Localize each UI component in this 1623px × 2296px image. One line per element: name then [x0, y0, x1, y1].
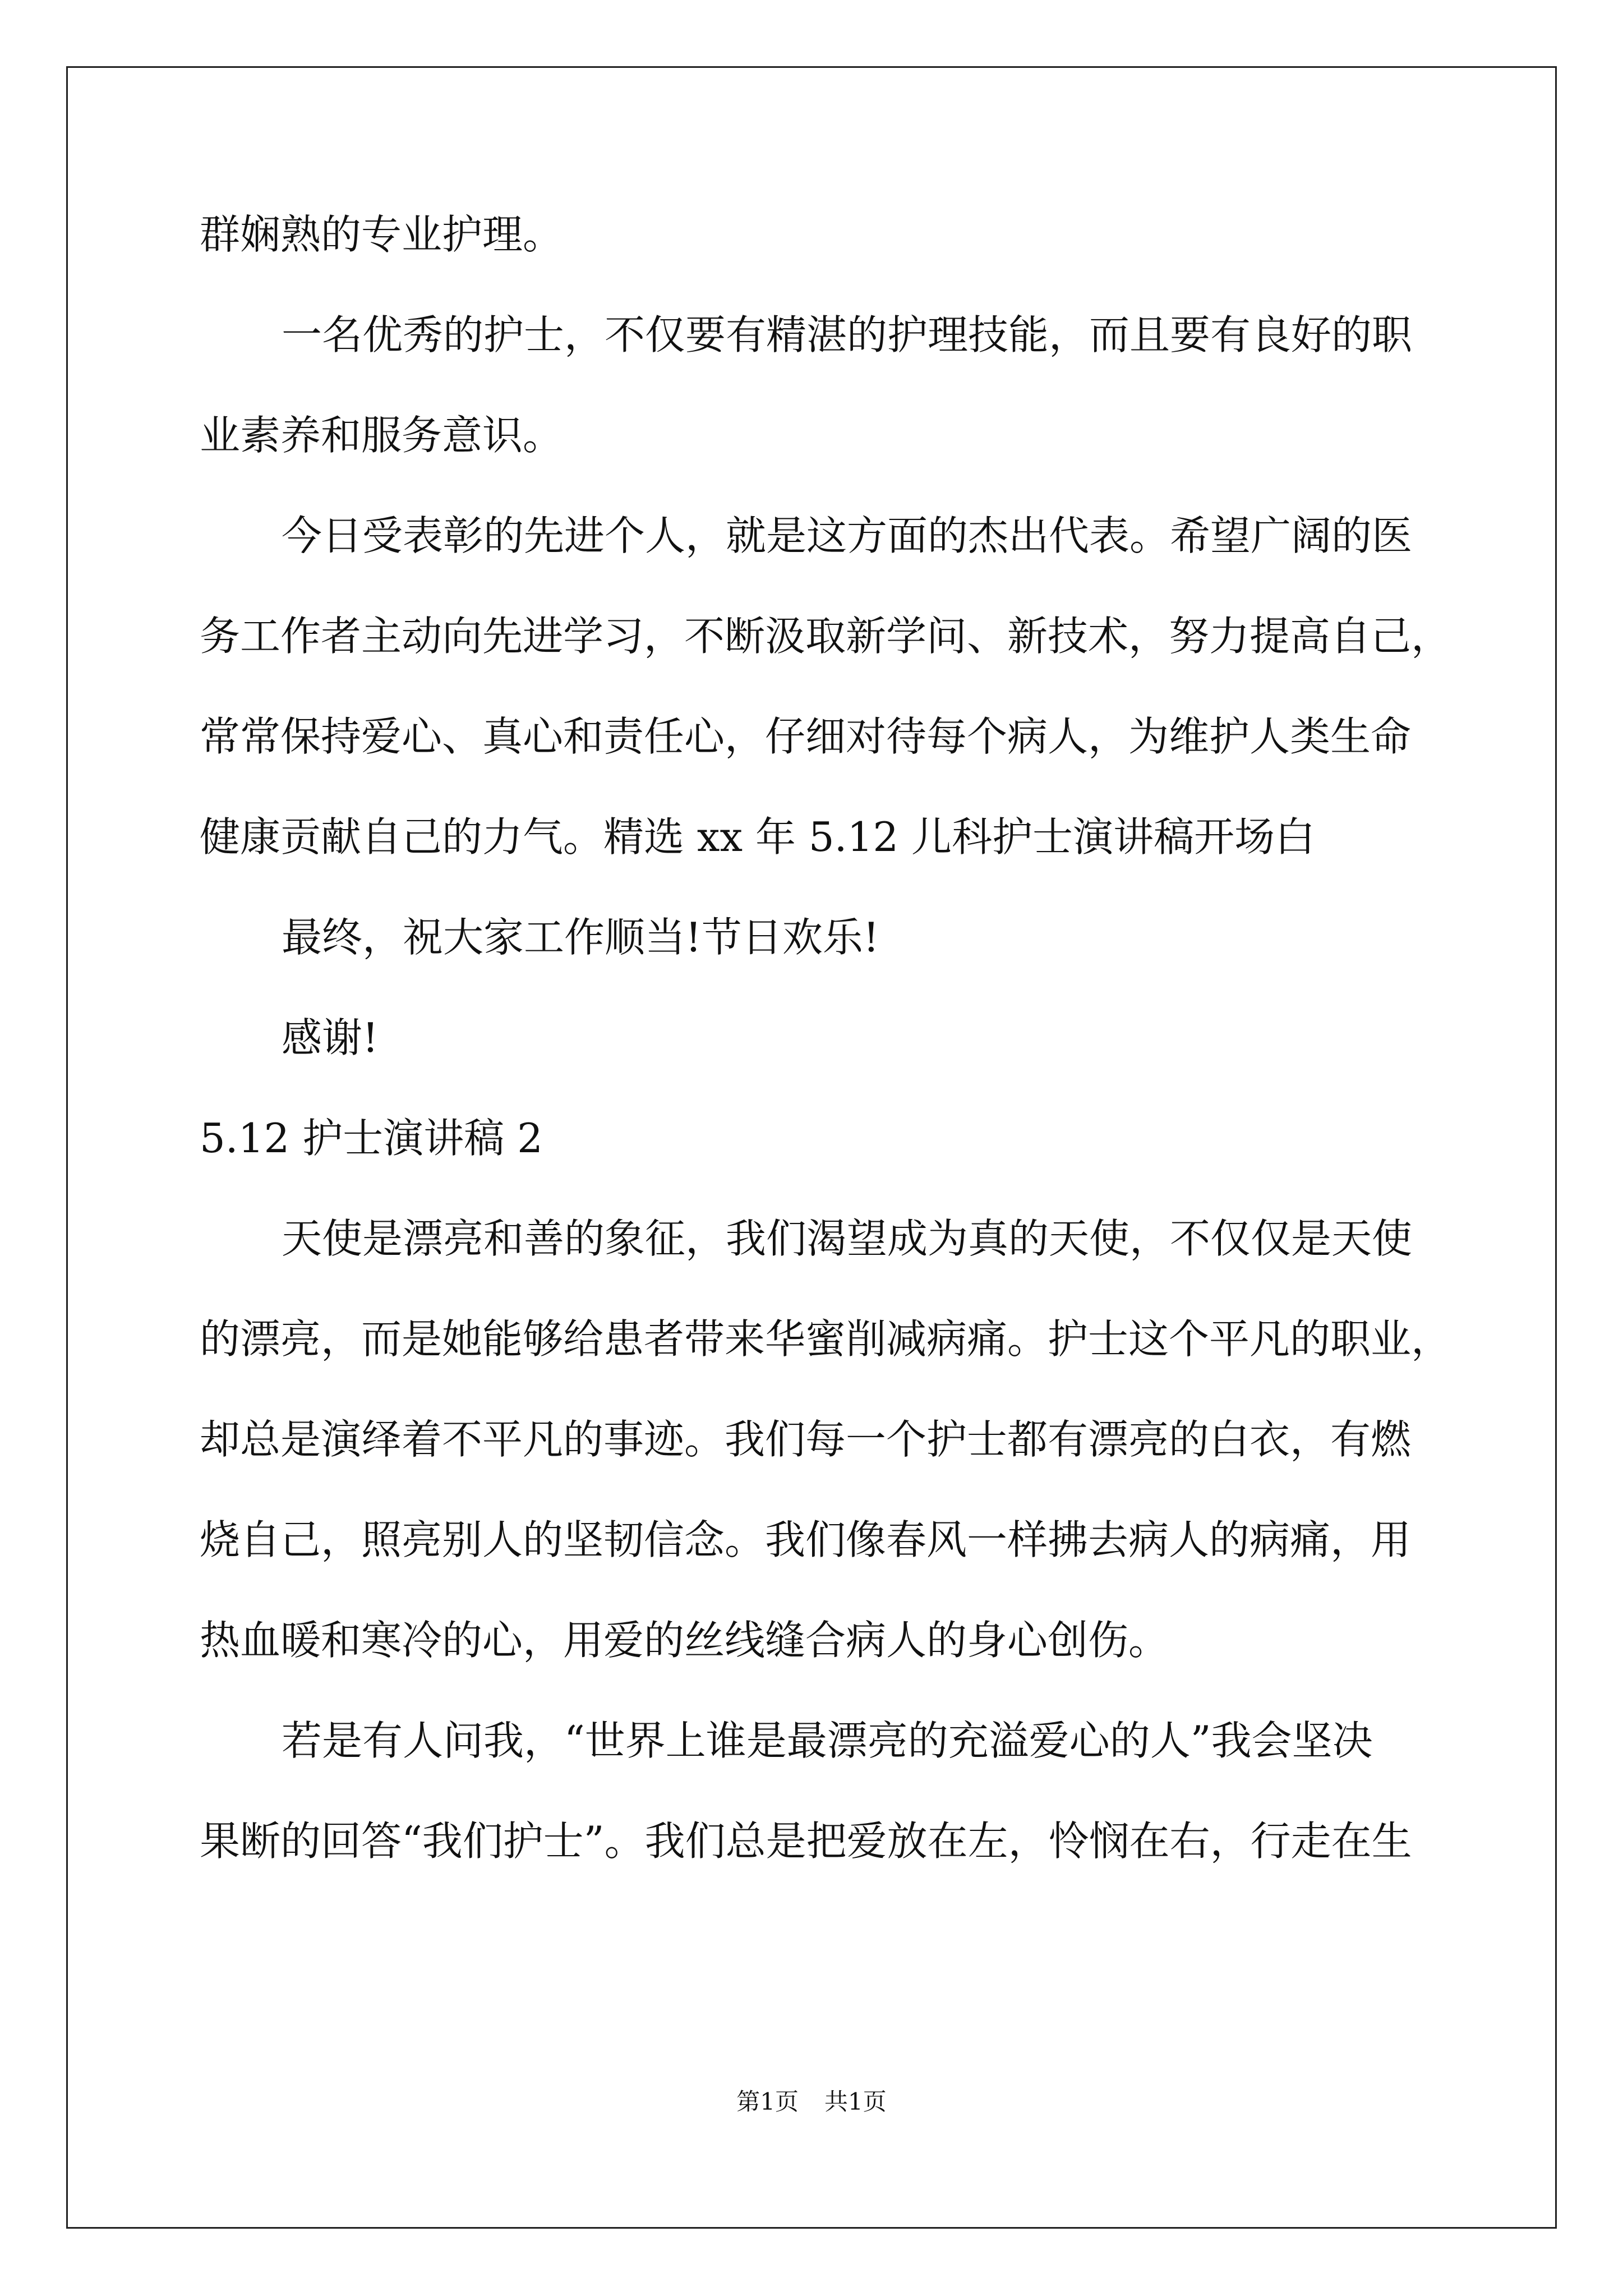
- page-total: 共1页: [824, 2088, 887, 2115]
- text-line: 最终，祝大家工作顺当!节日欢乐!: [282, 914, 879, 961]
- text-line: 若是有人问我，“世界上谁是最漂亮的充溢爱心的人”我会坚决: [282, 1717, 1373, 1764]
- page-number: 第1页: [736, 2088, 799, 2115]
- text-line: 务工作者主动向先进学习，不断汲取新学问、新技术，努力提高自己，: [200, 613, 1452, 660]
- text-line: 天使是漂亮和善的象征，我们渴望成为真的天使，不仅仅是天使: [282, 1215, 1413, 1262]
- text-line: 烧自己，照亮别人的坚韧信念。我们像春风一样拂去病人的病痛，用: [200, 1516, 1412, 1563]
- text-line: 群娴熟的专业护理。: [200, 211, 564, 258]
- text-line: 感谢!: [282, 1014, 379, 1061]
- text-line: 的漂亮，而是她能够给患者带来华蜜削减病痛。护士这个平凡的职业，: [200, 1315, 1452, 1363]
- text-line: 常常保持爱心、真心和责任心，仔细对待每个病人，为维护人类生命: [200, 713, 1412, 760]
- text-line: 一名优秀的护士，不仅要有精湛的护理技能，而且要有良好的职: [282, 311, 1413, 358]
- section-heading: 5.12 护士演讲稿 2: [200, 1115, 543, 1162]
- text-line: 果断的回答“我们护士”。我们总是把爱放在左，怜悯在右，行走在生: [200, 1818, 1412, 1865]
- text-line: 业素养和服务意识。: [200, 412, 564, 459]
- document-body: [200, 211, 1452, 1921]
- text-line: 热血暖和寒冷的心，用爱的丝线缝合病人的身心创伤。: [200, 1617, 1169, 1664]
- text-line: 今日受表彰的先进个人，就是这方面的杰出代表。希望广阔的医: [282, 512, 1413, 559]
- page-footer: [0, 2088, 1623, 2116]
- text-line: 却总是演绎着不平凡的事迹。我们每一个护士都有漂亮的白衣，有燃: [200, 1416, 1412, 1463]
- text-line: 健康贡献自己的力气。精选 xx 年 5.12 儿科护士演讲稿开场白: [200, 813, 1316, 861]
